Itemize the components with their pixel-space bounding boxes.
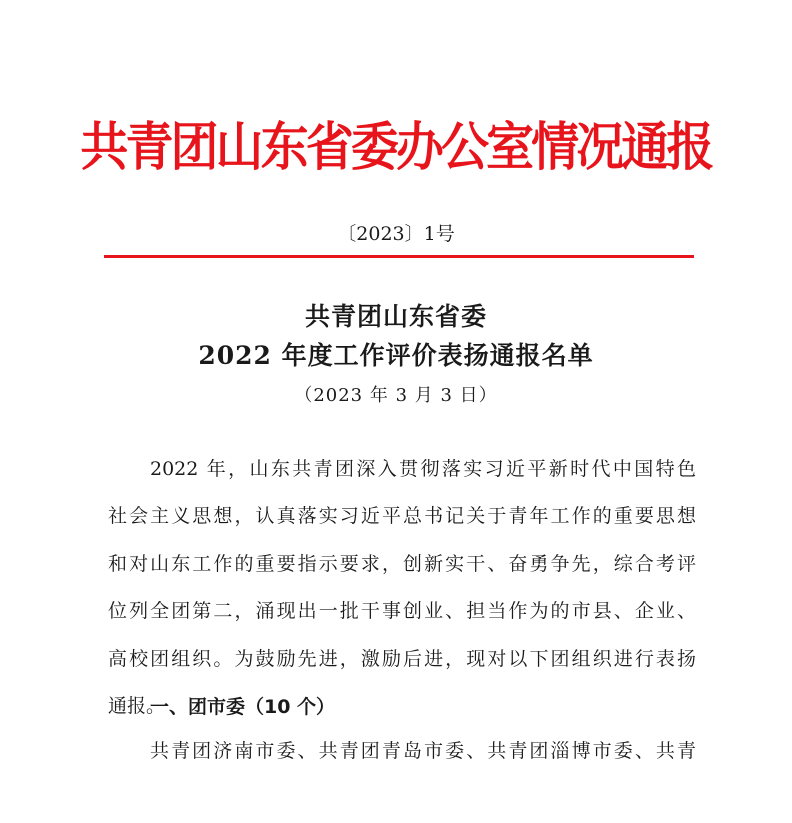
body-paragraph-line: 2022 年，山东共青团深入贯彻落实习近平新时代中国特色 <box>150 458 696 480</box>
body-paragraph-line: 社会主义思想，认真落实习近平总书记关于青年工作的重要思想 <box>108 505 696 527</box>
body-paragraph-line: 位列全团第二，涌现出一批干事创业、担当作为的市县、企业、 <box>108 600 696 622</box>
notice-title-line-2: 2022 年度工作评价表扬通报名单 <box>198 341 594 370</box>
issue-date: （2023 年 3 月 3 日） <box>294 385 498 406</box>
section-heading-city-committees: 一、团市委（10 个） <box>150 696 336 718</box>
document-number: 〔2023〕1号 <box>337 223 455 245</box>
red-divider-line <box>104 255 694 258</box>
body-paragraph-last-line: 通报。 <box>108 695 166 717</box>
notice-title-line-1: 共青团山东省委 <box>304 302 487 331</box>
masthead-title: 共青团山东省委办公室情况通报 <box>80 118 712 178</box>
body-paragraph-line: 高校团组织。为鼓励先进，激励后进，现对以下团组织进行表扬 <box>108 648 696 670</box>
body-paragraph-line: 和对山东工作的重要指示要求，创新实干、奋勇争先，综合考评 <box>108 553 696 575</box>
section-list-line: 共青团济南市委、共青团青岛市委、共青团淄博市委、共青 <box>150 740 696 762</box>
